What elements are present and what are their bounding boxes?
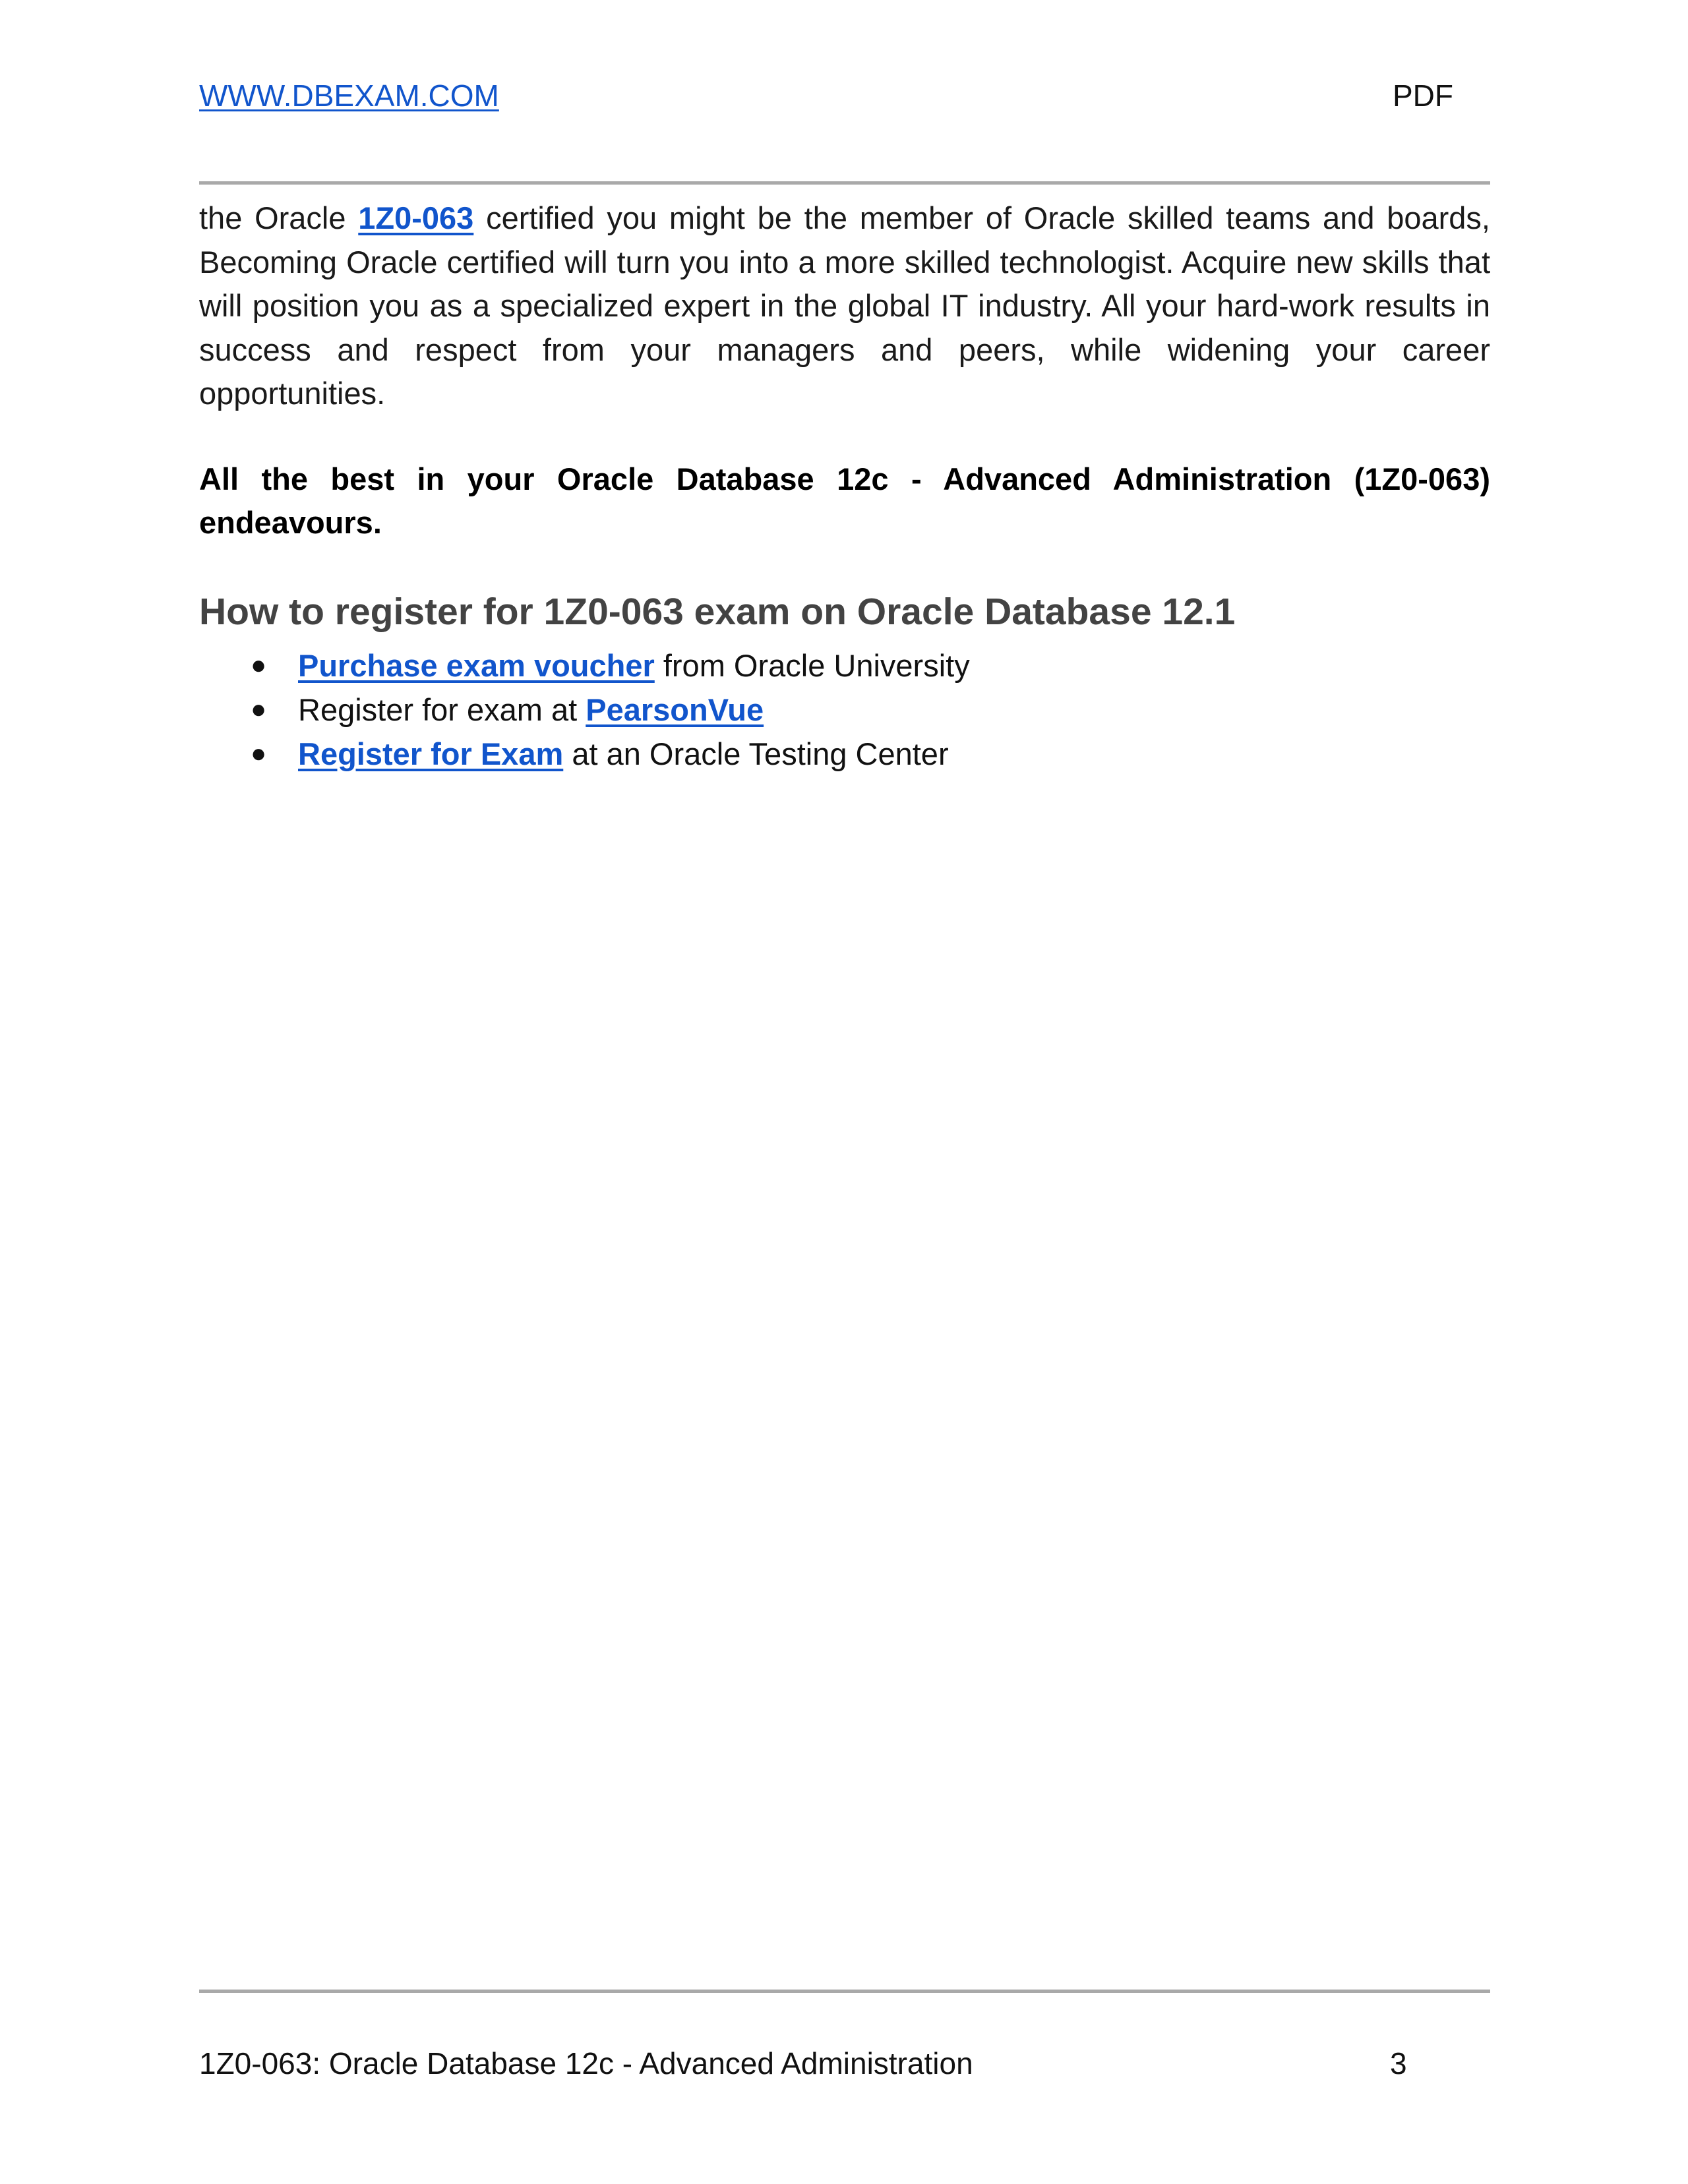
exam-code-link[interactable]: 1Z0-063 [358, 200, 474, 235]
bullet-icon: ● [251, 738, 267, 768]
intro-suffix: certified you might be the member of Oracle skilled teams and boards, Becoming Oracle certified will turn you into a more skilled technologist. Acquire new skills that will position you as a specialized expert in the global IT industry. All your hard-work results in success and respect from your managers and peers, while widening your career opportunities. [199, 200, 1490, 411]
header-format-label: PDF [1393, 78, 1453, 113]
register-heading: How to register for 1Z0-063 exam on Oracle Database 12.1 [199, 590, 1236, 633]
list-item-text: at an Oracle Testing Center [563, 736, 949, 771]
register-steps-list [199, 643, 1490, 776]
closing-statement: All the best in your Oracle Database 12c - Advanced Administration (1Z0-063) endeavours. [199, 461, 1490, 540]
list-item [199, 688, 1490, 732]
purchase-voucher-link[interactable]: Purchase exam voucher [298, 647, 655, 683]
intro-prefix: the Oracle [199, 200, 359, 235]
page-content [199, 196, 1490, 776]
bullet-icon: ● [251, 650, 267, 680]
pearsonvue-link[interactable]: PearsonVue [586, 692, 764, 727]
list-item-text: from Oracle University [654, 647, 970, 683]
footer-divider [199, 1990, 1490, 1993]
intro-paragraph [199, 196, 1490, 416]
header-divider [199, 181, 1490, 185]
list-item-text: Register for exam at [298, 692, 586, 727]
bullet-icon: ● [251, 694, 267, 724]
register-exam-link[interactable]: Register for Exam [298, 736, 564, 771]
footer-title: 1Z0-063: Oracle Database 12c - Advanced Administration [199, 2046, 973, 2081]
site-link[interactable]: WWW.DBEXAM.COM [199, 78, 499, 113]
page-number: 3 [1390, 2046, 1407, 2081]
list-item [199, 732, 1490, 776]
list-item [199, 643, 1490, 688]
